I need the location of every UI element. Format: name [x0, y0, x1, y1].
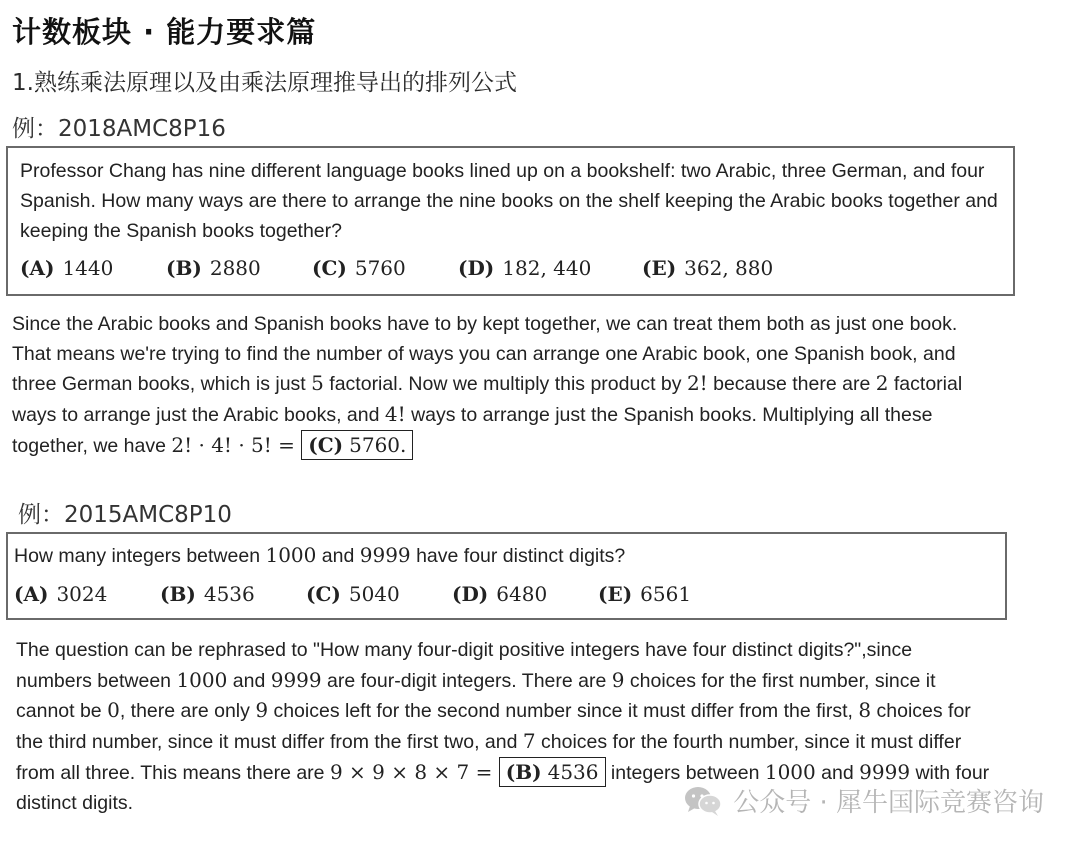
example-1-answer-box: (C) 5760.	[301, 430, 413, 460]
example-1-problem-text: Professor Chang has nine different language books lined up on a bookshelf: two Arabic, three German, and four Spanish. How many ways are there to arrange the nine books on the shelf keeping the Arabic books together and keeping the Spanish books together?	[20, 160, 998, 242]
choice-e: (E) 6561	[598, 582, 692, 606]
example-2-answer-box: (B) 4536	[499, 757, 606, 787]
section-subtitle: 1.熟练乘法原理以及由乘法原理推导出的排列公式	[12, 70, 517, 96]
watermark	[683, 782, 1044, 819]
example-1-choices	[20, 256, 773, 280]
choice-d: (D) 182, 440	[458, 256, 592, 280]
example-2-problem-box	[6, 532, 1007, 620]
example-2-problem-text: How many integers between 1000 and 9999 have four distinct digits?	[14, 543, 626, 567]
choice-e: (E) 362, 880	[642, 256, 774, 280]
choice-d: (D) 6480	[452, 582, 548, 606]
example-1-solution: Since the Arabic books and Spanish books have to by kept together, we can treat them both as just one book. That means we're trying to find the number of ways you can arrange one Arabic book, one Spanish book, and three German books, which is just 5 factorial. Now we multiply this product by 2! because there are 2 factorial ways to arrange just the Arabic books, and 4! ways to arrange just the Spanish books. Multiplying all these together, we have 2! · 4! · 5! = (C) 5760.	[12, 310, 997, 462]
example-2-label: 例：2015AMC8P10	[18, 502, 232, 528]
example-1-problem-box	[6, 146, 1015, 296]
example-2-choices	[14, 582, 691, 606]
choice-c: (C) 5040	[306, 582, 400, 606]
example-1-label: 例：2018AMC8P16	[12, 116, 226, 142]
choice-a: (A) 1440	[20, 256, 114, 280]
wechat-icon	[683, 785, 723, 817]
choice-c: (C) 5760	[312, 256, 406, 280]
watermark-text: 公众号 · 犀牛国际竞赛咨询	[733, 788, 1044, 818]
choice-b: (B) 4536	[160, 582, 255, 606]
example-2-solution: The question can be rephrased to "How many four-digit positive integers have four distinct digits?",since numbers between 1000 and 9999 are four-digit integers. There are 9 choices for the first number, since it cannot be 0, there are only 9 choices left for the second number since it must differ from the first, 8 choices for the third number, since it must differ from the first two, and 7 choices for the fourth number, since it must differ from all three. This means there are 9 × 9 × 8 × 7 = (B) 4536 integers between 1000 and 9999 with four distinct digits.	[16, 639, 990, 814]
choice-b: (B) 2880	[166, 256, 261, 280]
choice-a: (A) 3024	[14, 582, 108, 606]
page-title: 计数板块 · 能力要求篇	[12, 15, 317, 49]
